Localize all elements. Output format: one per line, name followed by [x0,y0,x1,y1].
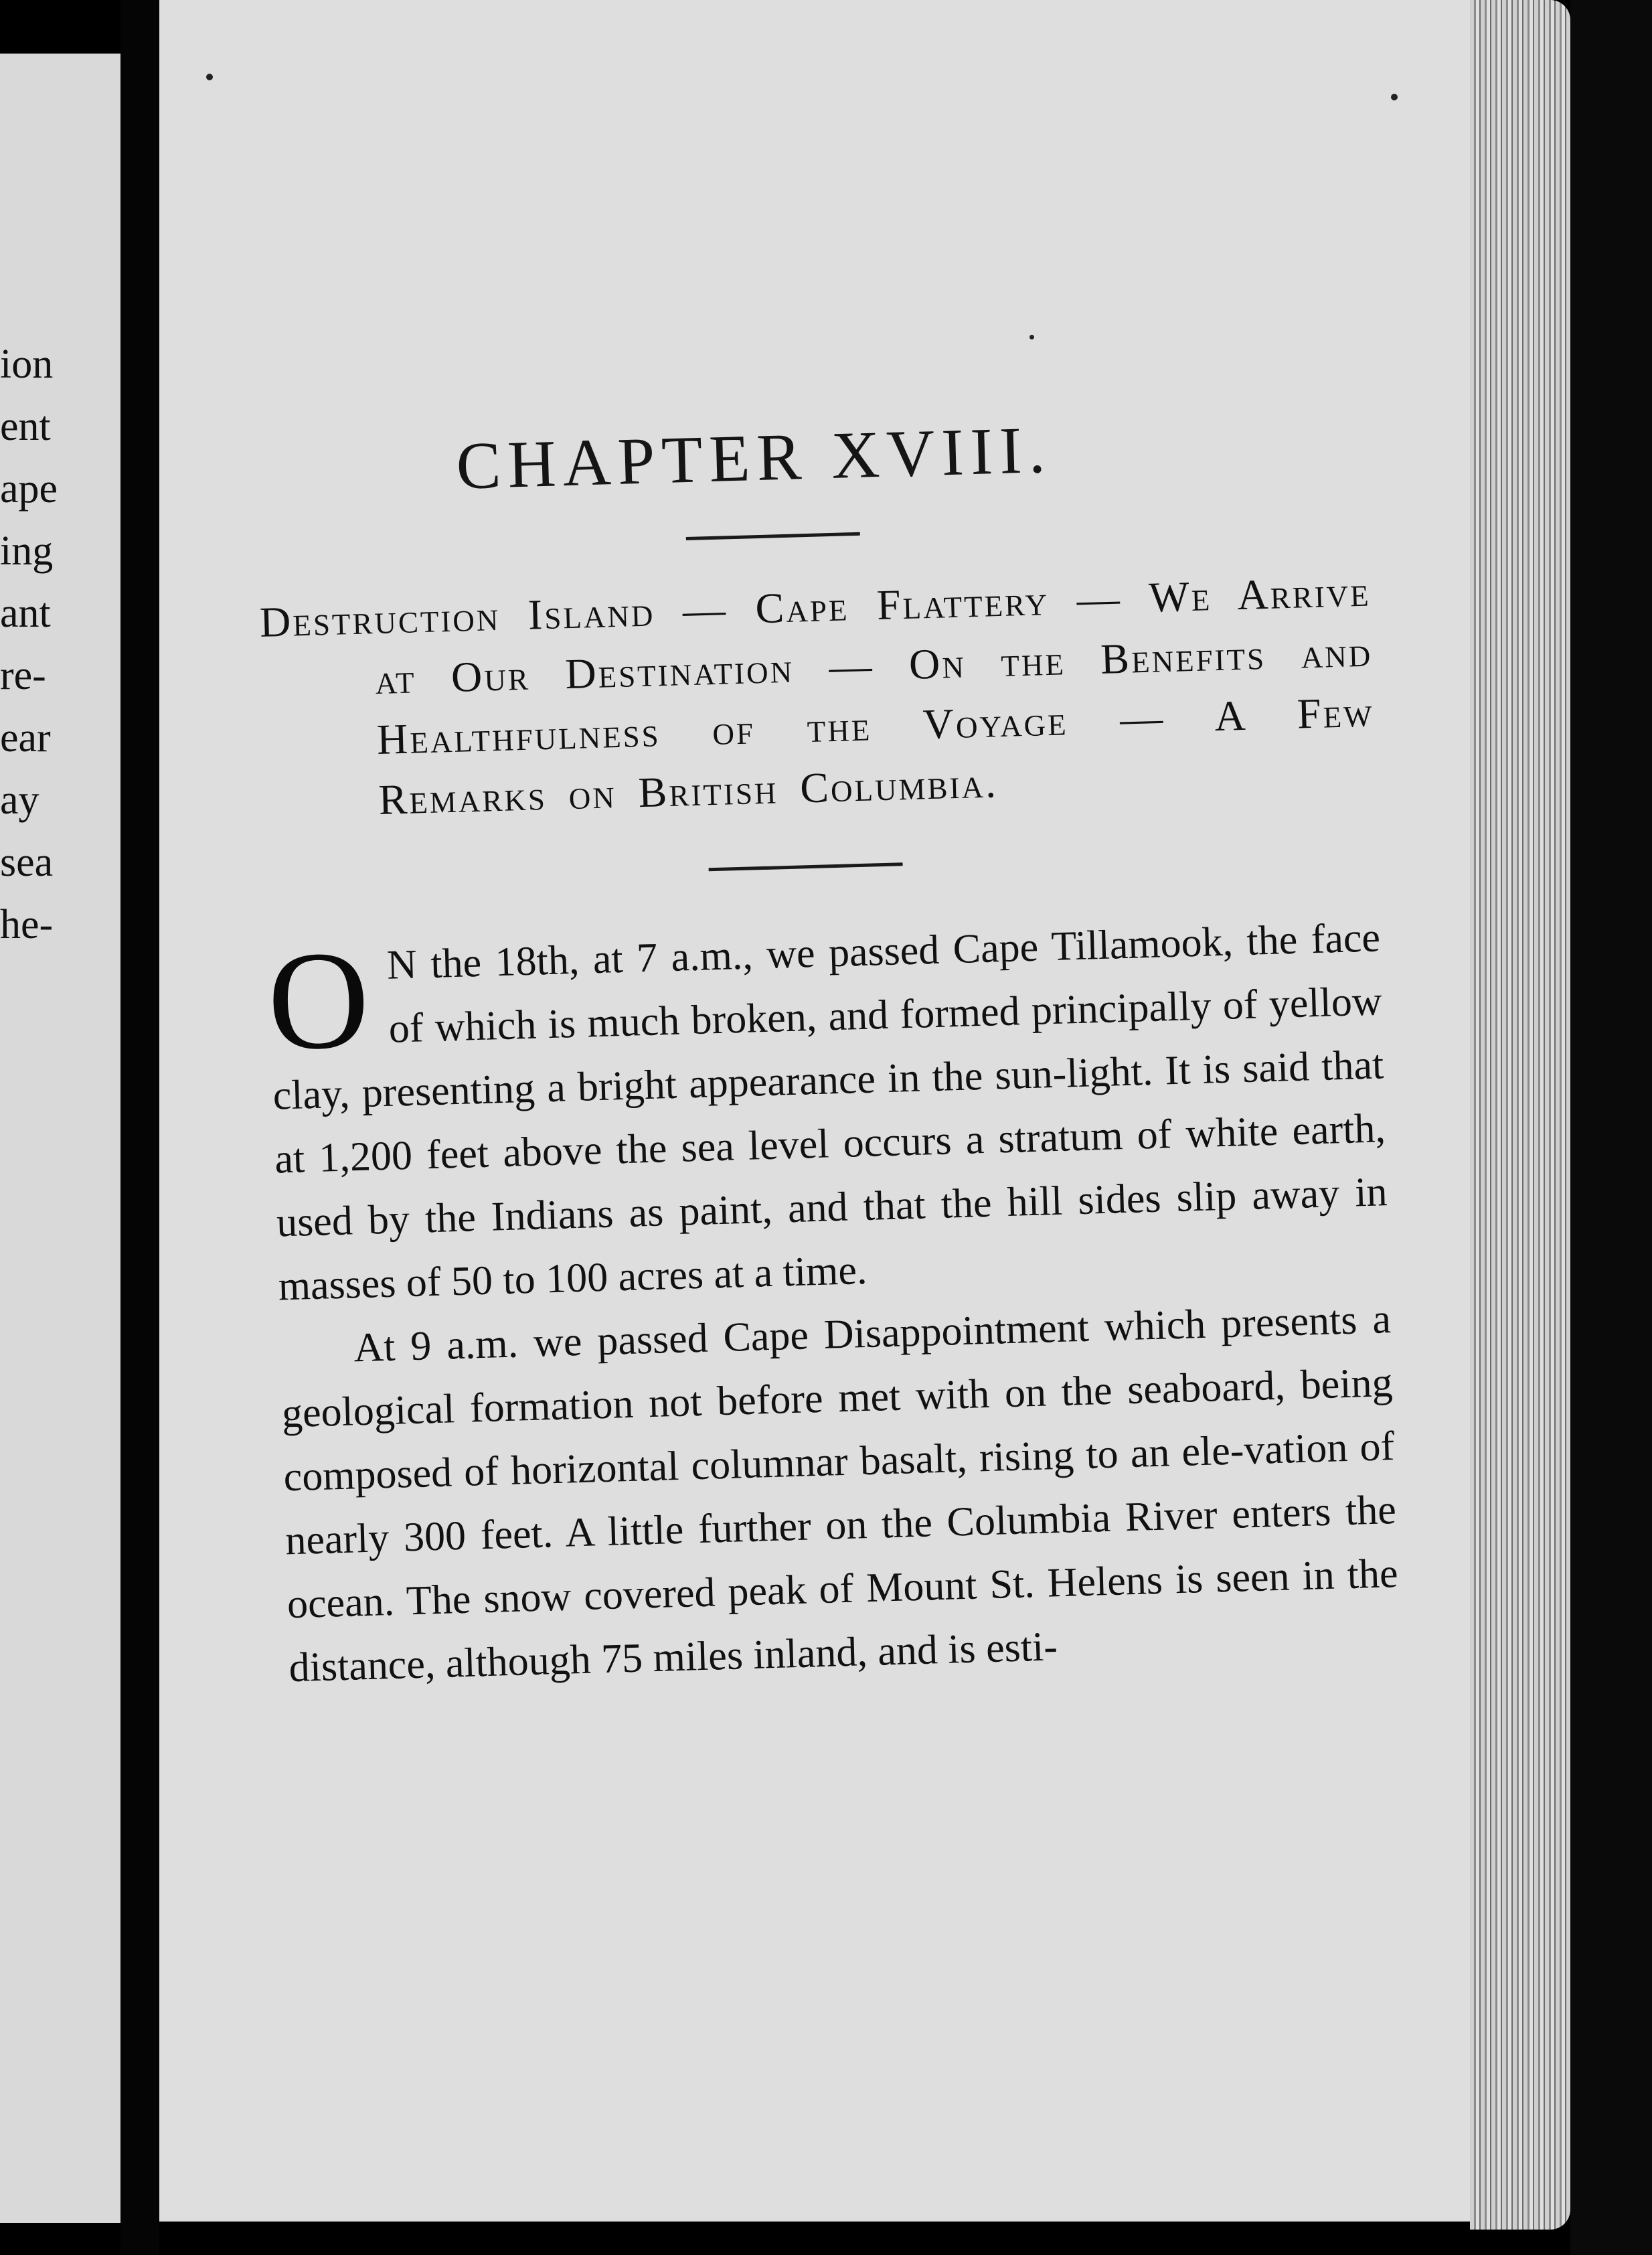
title-rule [686,532,860,540]
cover-edge [1570,0,1652,2255]
left-line: ion [0,341,54,387]
left-line: ant [0,591,51,636]
left-line: he- [0,902,54,947]
left-line: ing [0,528,54,574]
left-page-fragment [0,54,120,2223]
left-line: re- [0,653,46,698]
left-line: ent [0,404,51,449]
ink-speck [1391,94,1398,100]
page-edges [1470,0,1570,2230]
left-line: sea [0,840,54,885]
page-content [254,398,1400,1701]
paragraph-2: At 9 a.m. we passed Cape Disappointment which presents a geological formation not before met with on the seaboard, being composed of horizontal columnar basalt, rising to an ele-vation of nearly 300 feet. A little further on the Columbia River enters the ocean. The snow covered peak of Mount St. Helens is seen in the distance, although 75 miles inland, and is esti- [281,1296,1399,1691]
ink-speck [1029,335,1034,339]
left-line: ay [0,777,39,823]
ink-speck [206,74,213,80]
chapter-title: CHAPTER XVIII. [455,412,1053,503]
chapter-summary: Destruction Island — Cape Flattery — We Arrive at Our Destination — On the Benefits and Healthfulness of the Voyage — A Few Remarks on British Columbia. [259,567,1375,824]
paragraph-1 [265,906,1390,1318]
paragraph-1-text: N the 18th, at 7 a.m., we passed Cape Tillamook, the face of which is much broken, and formed principally of yellow clay, presenting a bright appearance in the sun-light. It is said that at 1,200 feet above the sea level occurs a stratum of white earth, used by the Indians as paint, and that the hill sides slip away in masses of 50 to 100 acres at a time. [272,915,1388,1310]
left-line: ape [0,466,58,512]
book-gutter [120,0,159,2255]
left-line: ear [0,715,51,761]
left-page-text [0,333,58,956]
summary-rule [709,862,903,871]
body-text [265,906,1400,1700]
drop-cap: O [265,921,371,1080]
